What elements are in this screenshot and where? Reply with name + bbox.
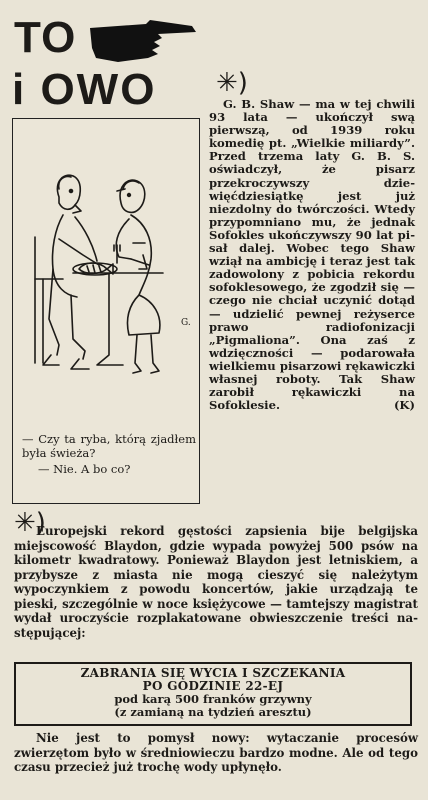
section-title-to: TO — [14, 13, 77, 62]
notice-line-2: PO GODZINIE 22-EJ — [142, 679, 284, 693]
article-shaw-text: G. B. Shaw — ma w tej chwili 93 lata — ukończył swą pierwszą, od 1939 roku komedię pt. „Wielkie miliardy”. Przed trzema laty G. B. S. oświadczył, że pisarz przekroczywszy dziewięćdziesiątkę jest już niezdolny do twórczości. Wtedy przypomniano mu, że jednak Sofokles ukończywszy 90 lat pisał dalej. Wobec tego Shaw wziął na ambicję i teraz jest tak zadowolony z pobicia rekordu sofoklesowego, że zgodził się — czego nie chciał uczynić dotąd — udzielić pewnej reżyserce prawo radiofonizacji „Pigmaliona”. Ona zaś z wdzięczności — podarowała wielkiemu pisarzowi rękawiczki własnej roboty. Tak Shaw zarobił rękawiczki na Sofoklesie. (K) — [209, 97, 415, 413]
cartoon-caption — [22, 432, 196, 476]
article-blaydon-text: Europejski rekord gęstości zapsienia bije belgijska miejscowość Blaydon, gdzie wypada powyżej 500 psów na kilometr kwadratowy. Ponieważ Blaydon jest letniskiem, a przybysze z miasta nie mogą cieszyć się należytym wypoczynkiem z powodu koncertów, jakie urządzają te pieski, szczególnie w noce księżycowe — tamtejszy magistrat wydał uroczyście rozplakatowane obwieszczenie treści następującej: — [14, 524, 418, 640]
asterisk-marker-2: ✳) — [14, 508, 46, 538]
section-title-owo: i OWO — [12, 65, 157, 114]
caption-question: — Czy ta ryba, którą zjadłem była świeża? — [22, 432, 196, 460]
article-blaydon — [14, 524, 418, 640]
official-notice-box — [14, 662, 412, 726]
notice-line-3: pod karą 500 franków grzywny — [114, 692, 312, 706]
article-blaydon-closing — [14, 731, 418, 775]
caption-answer: — Nie. A bo co? — [38, 462, 131, 476]
closing-text: Nie jest to pomysł nowy: wytaczanie procesów zwierzętom było w średniowieczu bardzo modne. Ale od tego czasu przecież już trochę wody upłynęło. — [14, 731, 418, 774]
article-shaw — [209, 98, 415, 412]
article-shaw-signature: (K) — [393, 398, 415, 413]
notice-line-1: ZABRANIA SIĘ WYCIA I SZCZEKANIA — [80, 666, 346, 680]
notice-line-4: (z zamianą na tydzień aresztu) — [114, 705, 312, 719]
pointing-hand-icon — [88, 18, 198, 64]
artist-signature: G. — [181, 318, 191, 328]
asterisk-marker-1: ✳) — [216, 68, 248, 98]
